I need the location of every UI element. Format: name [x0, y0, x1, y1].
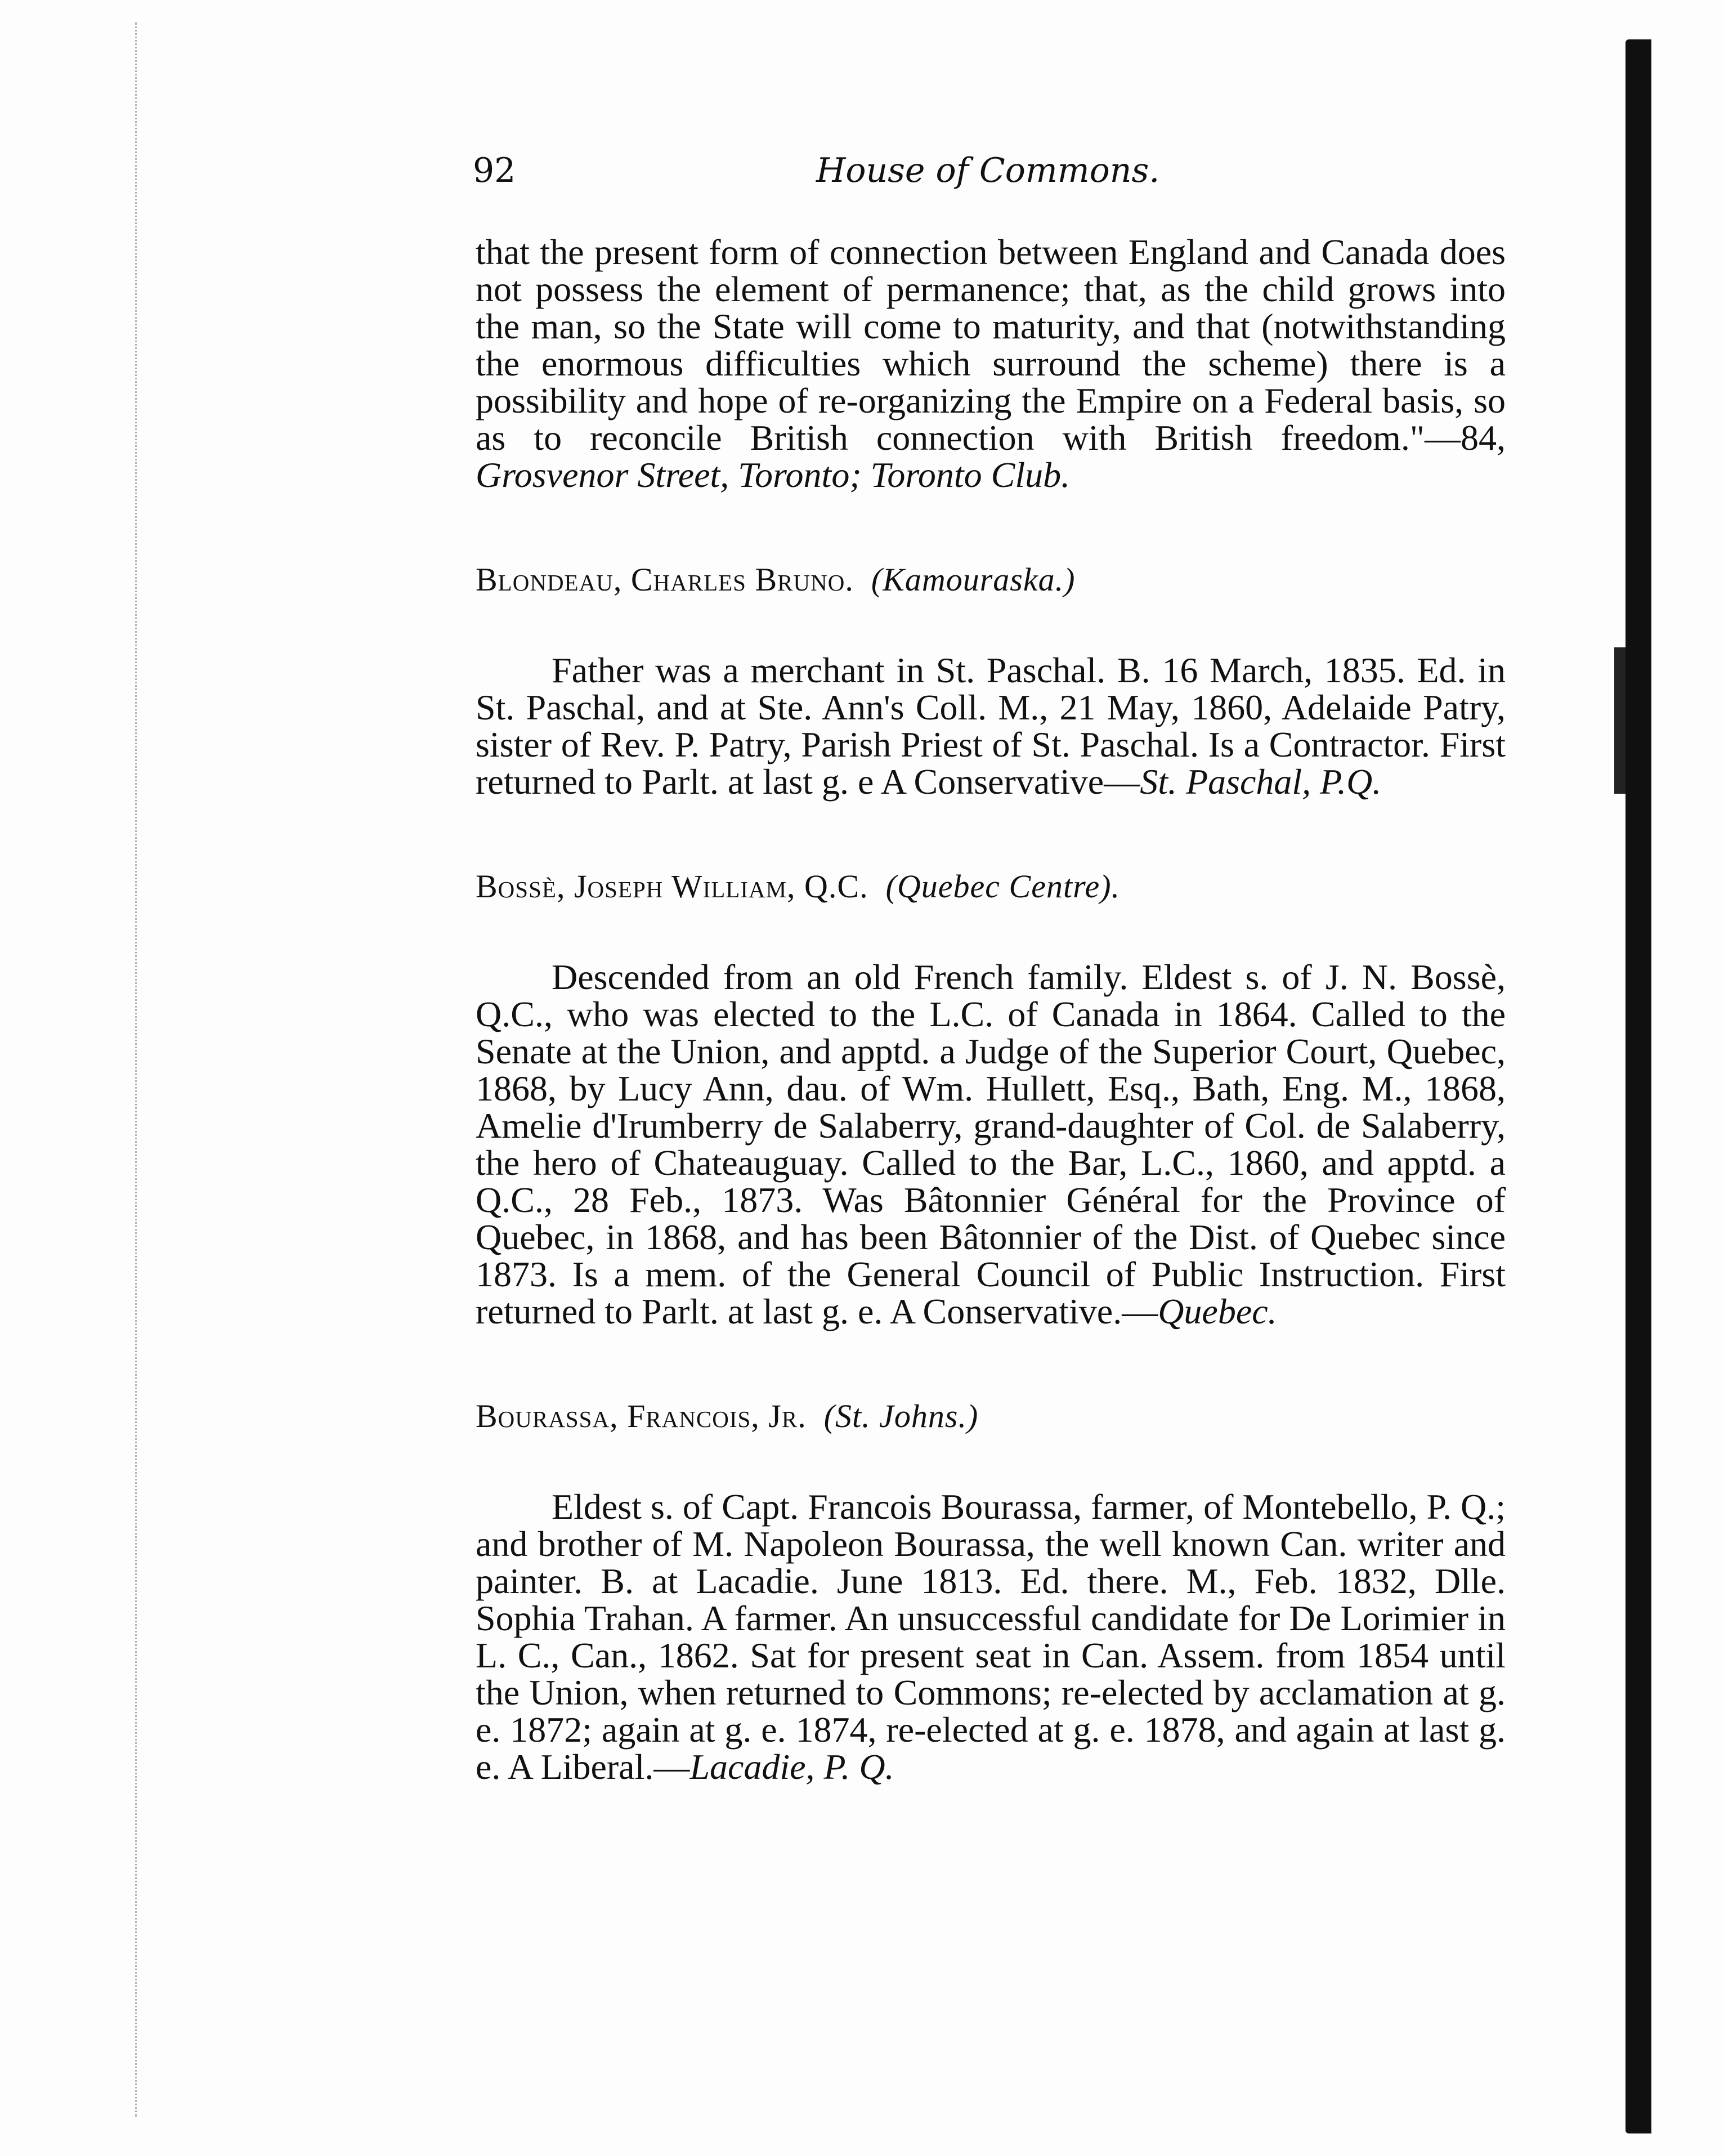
page-edge-shadow	[1626, 39, 1651, 2133]
entry-body-bosse	[476, 959, 1506, 1330]
entry-body-bourassa	[476, 1488, 1506, 1786]
member-address: Lacadie, P. Q.	[689, 1747, 894, 1787]
biography-text: Descended from an old French family. Eldest s. of J. N. Bossè, Q.C., who was elected to the L.C. of Canada in 1864. Called to the Senate at the Union, and apptd. a Judge of the Superior Court, Quebec, 1868, by Lucy Ann, dau. of Wm. Hullett, Esq., Bath, Eng. M., 1868, Amelie d'Irumberry de Salaberry, grand-daughter of Col. de Salaberry, the hero of Chateauguay. Called to the Bar, L.C., 1860, and apptd. a Q.C., 28 Feb., 1873. Was Bâtonnier Général for the Province of Quebec, in 1868, and has been Bâtonnier of the Dist. of Quebec since 1873. Is a mem. of the General Council of Public Instruction. First returned to Parlt. at last g. e. A Conservative.—	[476, 957, 1506, 1331]
entry-heading-blondeau	[476, 561, 1506, 598]
constituency: (St. Johns.)	[823, 1398, 979, 1434]
member-address: St. Paschal, P.Q.	[1140, 762, 1382, 802]
continuation-address: Grosvenor Street, Toronto; Toronto Club.	[476, 455, 1071, 495]
page-edge-notch	[1614, 647, 1626, 794]
page-number: 92	[473, 151, 516, 190]
biography-text: Father was a merchant in St. Paschal. B. 16 March, 1835. Ed. in St. Paschal, and at Ste. Ann's Coll. M., 21 May, 1860, Adelaide Patry, sister of Rev. P. Patry, Parish Priest of St. Paschal. Is a Contractor. First returned to Parlt. at last g. e A Conservative—	[476, 650, 1506, 802]
page-header	[473, 151, 1441, 202]
member-name: Bossè, Joseph William, Q.C.	[476, 868, 868, 905]
entry-heading-bourassa	[476, 1398, 1506, 1435]
biography-text: Eldest s. of Capt. Francois Bourassa, farmer, of Montebello, P. Q.; and brother of M. Napoleon Bourassa, the well known Can. writer and painter. B. at Lacadie. June 1813. Ed. there. M., Feb. 1832, Dlle. Sophia Trahan. A farmer. An unsuccessful candidate for De Lorimier in L. C., Can., 1862. Sat for present seat in Can. Assem. from 1854 until the Union, when returned to Commons; re-elected by acclamation at g. e. 1872; again at g. e. 1874, re-elected at g. e. 1878, and again at last g. e. A Liberal.—	[476, 1487, 1506, 1787]
constituency: (Quebec Centre).	[885, 868, 1121, 905]
page-content	[476, 234, 1506, 1786]
running-title: House of Commons.	[816, 151, 1160, 190]
entry-heading-bosse	[476, 868, 1506, 905]
continuation-paragraph	[476, 234, 1506, 494]
member-address: Quebec.	[1158, 1291, 1277, 1331]
continuation-text: that the present form of connection between England and Canada does not possess the element of permanence; that, as the child grows into the man, so the State will come to maturity, and that (notwithstanding the enormous difficulties which surround the scheme) there is a possibility and hope of re-organizing the Empire on a Federal basis, so as to reconcile British connection with British freedom."—84,	[476, 232, 1506, 458]
binding-edge-shadow	[135, 23, 142, 2117]
entry-body-blondeau	[476, 652, 1506, 800]
member-name: Bourassa, Francois, Jr.	[476, 1398, 807, 1434]
constituency: (Kamouraska.)	[871, 561, 1076, 598]
member-name: Blondeau, Charles Bruno.	[476, 561, 854, 598]
